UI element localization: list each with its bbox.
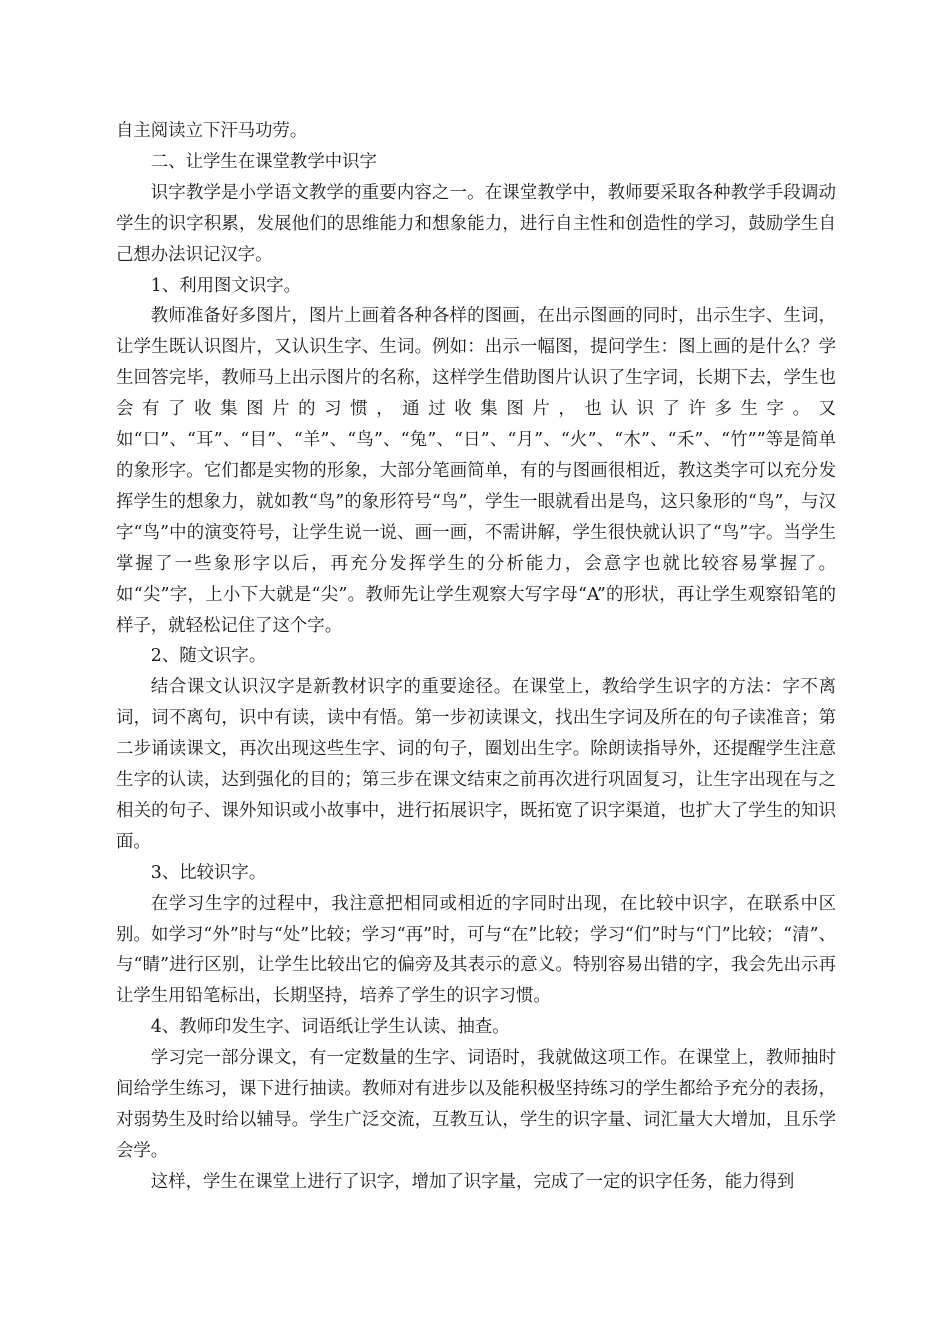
subheading-comparison-literacy: 3、比较识字。 [150, 862, 267, 883]
paragraph-1: 自主阅读立下汗马功劳。 [116, 121, 308, 141]
section-heading-2: 二、让学生在课堂教学中识字 [150, 151, 377, 172]
paragraph-9: 在学习生字的过程中，我注意把相同或相近的字同时出现，在比较中识字，在联系中区别。如学习“外”时与“处”比较；学习“再”时，可与“在”比较；学习“们”时与“门”比较；“清”、与“睛”进行区别，让学生比较出它的偏旁及其表示的意义。特别容易出错的字，我会先出示再让学生用铅笔标出，长期坚持，培养了学生的识字习惯。 [116, 893, 836, 1007]
paragraph-7: 结合课文认识汉字是新教材识字的重要途径。在课堂上，教给学生识字的方法：字不离词，词不离句，识中有读，读中有悟。第一步初读课文，找出生字词及所在的句子读准音；第二步诵读课文，再次出现这些生字、词的句子，圈划出生字。除朗读指导外，还提醒学生注意生字的认读，达到强化的目的；第三步在课文结束之前再次进行巩固复习，让生字出现在与之相关的句子、课外知识或小故事中，进行拓展识字，既拓宽了识字渠道，也扩大了学生的知识面。 [116, 677, 836, 852]
paragraph-3: 识字教学是小学语文教学的重要内容之一。在课堂教学中，教师要采取各种教学手段调动学生的识字积累，发展他们的思维能力和想象能力，进行自主性和创造性的学习，鼓励学生自己想办法识记汉字。 [116, 182, 836, 265]
document-body [116, 116, 836, 1198]
subheading-image-text-literacy: 1、利用图文识字。 [150, 275, 301, 296]
paragraph-11: 学习完一部分课文，有一定数量的生字、词语时，我就做这项工作。在课堂上，教师抽时间给学生练习，课下进行抽读。教师对有进步以及能积极坚持练习的学生都给予充分的表扬，对弱势生及时给以辅导。学生广泛交流，互教互认，学生的识字量、词汇量大大增加，且乐学会学。 [116, 1048, 836, 1161]
paragraph-12: 这样，学生在课堂上进行了识字，增加了识字量，完成了一定的识字任务，能力得到 [150, 1171, 795, 1192]
paragraph-5: 教师准备好多图片，图片上画着各种各样的图画，在出示图画的同时，出示生字、生词，让学生既认识图片，又认识生字、生词。例如：出示一幅图，提问学生：图上画的是什么？学生回答完毕，教师马上出示图片的名称，这样学生借助图片认识了生字词，长期下去，学生也会有了收集图片的习惯，通过收集图片，也认识了许多生字。又如“口”、“耳”、“目”、“羊”、“鸟”、“兔”、“日”、“月”、“火”、“木”、“禾”、“竹””等是简单的象形字。它们都是实物的形象，大部分笔画简单，有的与图画很相近，教这类字可以充分发挥学生的想象力，就如教“鸟”的象形符号“鸟”，学生一眼就看出是鸟，这只象形的“鸟”，与汉字“鸟”中的演变符号，让学生说一说、画一画，不需讲解，学生很快就认识了“鸟”字。当学生掌握了一些象形字以后，再充分发挥学生的分析能力，会意字也就比较容易掌握了。如“尖”字，上小下大就是“尖”。教师先让学生观察大写字母“A”的形状，再让学生观察铅笔的样子，就轻松记住了这个字。 [116, 306, 836, 636]
subheading-reading-literacy: 2、随文识字。 [150, 646, 267, 667]
subheading-handout-literacy: 4、教师印发生字、词语纸让学生认读、抽查。 [150, 1017, 510, 1038]
